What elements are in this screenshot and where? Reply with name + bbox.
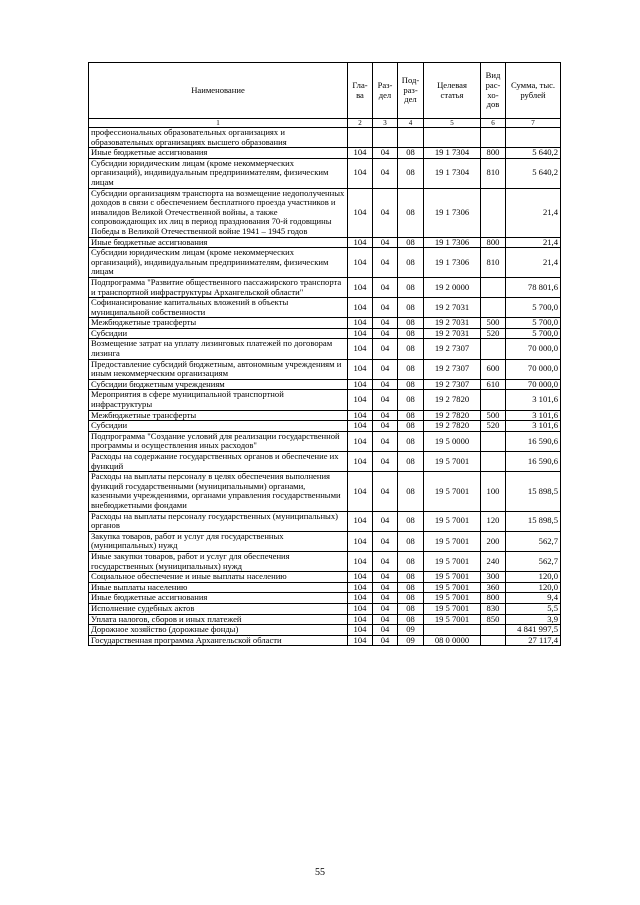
row-target-article: 19 2 7031 bbox=[424, 328, 481, 339]
row-podrazdel: 08 bbox=[398, 531, 424, 551]
table-row bbox=[89, 593, 561, 604]
row-sum: 15 898,5 bbox=[506, 511, 561, 531]
row-glava: 104 bbox=[348, 318, 373, 329]
row-glava: 104 bbox=[348, 237, 373, 248]
table-row bbox=[89, 472, 561, 511]
row-razdel: 04 bbox=[373, 511, 398, 531]
row-name: Подпрограмма "Развитие общественного пассажирского транспорта и транспортной инфраструктуры Архангельской области" bbox=[89, 277, 348, 297]
table-row bbox=[89, 237, 561, 248]
row-name: Иные бюджетные ассигнования bbox=[89, 237, 348, 248]
row-target-article: 19 2 7820 bbox=[424, 421, 481, 432]
row-name: Иные закупки товаров, работ и услуг для обеспечения государственных (муниципальных) нужд bbox=[89, 551, 348, 571]
row-sum: 70 000,0 bbox=[506, 379, 561, 390]
row-sum: 3,9 bbox=[506, 614, 561, 625]
row-name: Социальное обеспечение и иные выплаты населению bbox=[89, 572, 348, 583]
row-name: Субсидии bbox=[89, 328, 348, 339]
row-target-article: 19 2 7307 bbox=[424, 359, 481, 379]
table-row bbox=[89, 614, 561, 625]
row-name: Субсидии юридическим лицам (кроме некоммерческих организаций), индивидуальным предпринимателям, физическим лицам bbox=[89, 158, 348, 188]
table-row bbox=[89, 635, 561, 646]
row-glava: 104 bbox=[348, 593, 373, 604]
row-razdel: 04 bbox=[373, 148, 398, 159]
row-expense-type bbox=[481, 339, 506, 359]
row-razdel: 04 bbox=[373, 472, 398, 511]
row-razdel: 04 bbox=[373, 614, 398, 625]
row-expense-type: 830 bbox=[481, 603, 506, 614]
row-name: Подпрограмма "Создание условий для реализации государственной программы и осуществления иных расходов" bbox=[89, 431, 348, 451]
row-expense-type: 520 bbox=[481, 421, 506, 432]
row-expense-type: 300 bbox=[481, 572, 506, 583]
table-row bbox=[89, 582, 561, 593]
row-glava: 104 bbox=[348, 531, 373, 551]
row-sum bbox=[506, 128, 561, 148]
row-name: Субсидии юридическим лицам (кроме некоммерческих организаций), индивидуальным предпринимателям, физическим лицам bbox=[89, 248, 348, 278]
header-razdel: Раз-дел bbox=[373, 63, 398, 119]
header-sum: Сумма, тыс. рублей bbox=[506, 63, 561, 119]
row-expense-type: 500 bbox=[481, 410, 506, 421]
row-target-article: 19 1 7306 bbox=[424, 237, 481, 248]
row-glava: 104 bbox=[348, 158, 373, 188]
row-razdel: 04 bbox=[373, 551, 398, 571]
row-sum: 5,5 bbox=[506, 603, 561, 614]
row-podrazdel: 08 bbox=[398, 359, 424, 379]
row-expense-type: 800 bbox=[481, 148, 506, 159]
row-razdel: 04 bbox=[373, 237, 398, 248]
row-sum: 21,4 bbox=[506, 237, 561, 248]
row-name: Расходы на выплаты персоналу в целях обеспечения выполнения функций государственными (муниципальными) органами, казенными учреждениями, органами управления государственными внебюджетными фондами bbox=[89, 472, 348, 511]
column-number-row bbox=[89, 119, 561, 128]
row-podrazdel: 08 bbox=[398, 431, 424, 451]
row-sum: 3 101,6 bbox=[506, 421, 561, 432]
column-number: 1 bbox=[89, 119, 348, 128]
row-razdel: 04 bbox=[373, 572, 398, 583]
row-podrazdel: 08 bbox=[398, 277, 424, 297]
row-expense-type bbox=[481, 188, 506, 237]
row-name: Расходы на выплаты персоналу государственных (муниципальных) органов bbox=[89, 511, 348, 531]
row-name: Возмещение затрат на уплату лизинговых платежей по договорам лизинга bbox=[89, 339, 348, 359]
row-glava: 104 bbox=[348, 390, 373, 410]
row-razdel: 04 bbox=[373, 410, 398, 421]
row-sum: 27 117,4 bbox=[506, 635, 561, 646]
row-sum: 21,4 bbox=[506, 188, 561, 237]
row-glava: 104 bbox=[348, 339, 373, 359]
row-sum: 562,7 bbox=[506, 551, 561, 571]
row-sum: 5 640,2 bbox=[506, 158, 561, 188]
row-sum: 120,0 bbox=[506, 572, 561, 583]
row-podrazdel: 08 bbox=[398, 318, 424, 329]
row-name: Исполнение судебных актов bbox=[89, 603, 348, 614]
row-name: Уплата налогов, сборов и иных платежей bbox=[89, 614, 348, 625]
column-number: 2 bbox=[348, 119, 373, 128]
row-glava: 104 bbox=[348, 511, 373, 531]
row-name: Расходы на содержание государственных органов и обеспечение их функций bbox=[89, 452, 348, 472]
row-razdel: 04 bbox=[373, 359, 398, 379]
row-sum: 21,4 bbox=[506, 248, 561, 278]
table-row bbox=[89, 277, 561, 297]
row-sum: 9,4 bbox=[506, 593, 561, 604]
table-body bbox=[89, 128, 561, 646]
row-razdel: 04 bbox=[373, 421, 398, 432]
row-razdel bbox=[373, 128, 398, 148]
row-name: Предоставление субсидий бюджетным, автономным учреждениям и иным некоммерческим организациям bbox=[89, 359, 348, 379]
row-name: Иные выплаты населению bbox=[89, 582, 348, 593]
table-row bbox=[89, 551, 561, 571]
row-razdel: 04 bbox=[373, 318, 398, 329]
row-sum: 16 590,6 bbox=[506, 452, 561, 472]
row-glava: 104 bbox=[348, 452, 373, 472]
row-expense-type bbox=[481, 625, 506, 636]
row-target-article: 19 2 7031 bbox=[424, 298, 481, 318]
row-expense-type bbox=[481, 298, 506, 318]
column-number: 7 bbox=[506, 119, 561, 128]
row-expense-type: 800 bbox=[481, 237, 506, 248]
row-target-article: 19 5 7001 bbox=[424, 582, 481, 593]
row-podrazdel: 08 bbox=[398, 572, 424, 583]
row-expense-type: 810 bbox=[481, 158, 506, 188]
row-glava: 104 bbox=[348, 431, 373, 451]
row-razdel: 04 bbox=[373, 593, 398, 604]
table-row bbox=[89, 128, 561, 148]
budget-table bbox=[88, 62, 561, 646]
table-row bbox=[89, 511, 561, 531]
row-target-article: 19 5 7001 bbox=[424, 614, 481, 625]
row-target-article: 19 5 7001 bbox=[424, 551, 481, 571]
row-target-article: 19 2 7307 bbox=[424, 339, 481, 359]
row-name: Закупка товаров, работ и услуг для государственных (муниципальных) нужд bbox=[89, 531, 348, 551]
row-podrazdel: 08 bbox=[398, 298, 424, 318]
row-glava: 104 bbox=[348, 298, 373, 318]
row-glava: 104 bbox=[348, 614, 373, 625]
row-name: Иные бюджетные ассигнования bbox=[89, 593, 348, 604]
table-row bbox=[89, 188, 561, 237]
row-sum: 4 841 997,5 bbox=[506, 625, 561, 636]
row-razdel: 04 bbox=[373, 248, 398, 278]
header-glava: Гла-ва bbox=[348, 63, 373, 119]
header-name: Наименование bbox=[89, 63, 348, 119]
row-name: Межбюджетные трансферты bbox=[89, 410, 348, 421]
row-podrazdel: 08 bbox=[398, 511, 424, 531]
row-podrazdel: 08 bbox=[398, 551, 424, 571]
row-podrazdel: 08 bbox=[398, 472, 424, 511]
row-razdel: 04 bbox=[373, 158, 398, 188]
row-razdel: 04 bbox=[373, 603, 398, 614]
row-target-article: 19 2 7820 bbox=[424, 390, 481, 410]
row-glava: 104 bbox=[348, 551, 373, 571]
row-podrazdel: 08 bbox=[398, 614, 424, 625]
row-glava: 104 bbox=[348, 188, 373, 237]
row-expense-type bbox=[481, 431, 506, 451]
table-row bbox=[89, 379, 561, 390]
row-target-article bbox=[424, 625, 481, 636]
row-razdel: 04 bbox=[373, 390, 398, 410]
table-row bbox=[89, 298, 561, 318]
row-name: Межбюджетные трансферты bbox=[89, 318, 348, 329]
row-glava: 104 bbox=[348, 635, 373, 646]
row-expense-type: 100 bbox=[481, 472, 506, 511]
row-target-article: 19 5 7001 bbox=[424, 472, 481, 511]
row-name: Субсидии организациям транспорта на возмещение недополученных доходов в связи с обеспечением бесплатного проезда участников и инвалидов Великой Отечественной войны, а также сопровождающих их лиц в период празднования 70-й годовщины Победы в Великой Отечественной войне 1941 – 1945 годов bbox=[89, 188, 348, 237]
row-sum: 3 101,6 bbox=[506, 390, 561, 410]
row-podrazdel: 08 bbox=[398, 582, 424, 593]
header-target-article: Целевая статья bbox=[424, 63, 481, 119]
page-number: 55 bbox=[315, 867, 325, 878]
row-target-article: 19 1 7306 bbox=[424, 188, 481, 237]
table-row bbox=[89, 431, 561, 451]
column-number: 5 bbox=[424, 119, 481, 128]
table-row bbox=[89, 452, 561, 472]
table-row bbox=[89, 158, 561, 188]
row-expense-type: 610 bbox=[481, 379, 506, 390]
table-row bbox=[89, 148, 561, 159]
table-row bbox=[89, 328, 561, 339]
row-sum: 5 700,0 bbox=[506, 328, 561, 339]
row-expense-type: 600 bbox=[481, 359, 506, 379]
row-target-article: 19 2 7307 bbox=[424, 379, 481, 390]
row-glava: 104 bbox=[348, 379, 373, 390]
row-expense-type: 360 bbox=[481, 582, 506, 593]
row-sum: 562,7 bbox=[506, 531, 561, 551]
row-target-article: 19 1 7304 bbox=[424, 148, 481, 159]
row-name: профессиональных образовательных организациях и образовательных организациях высшего образования bbox=[89, 128, 348, 148]
row-target-article: 19 1 7306 bbox=[424, 248, 481, 278]
row-glava: 104 bbox=[348, 359, 373, 379]
column-number: 4 bbox=[398, 119, 424, 128]
row-expense-type: 240 bbox=[481, 551, 506, 571]
row-podrazdel: 08 bbox=[398, 603, 424, 614]
row-expense-type: 850 bbox=[481, 614, 506, 625]
row-podrazdel: 08 bbox=[398, 339, 424, 359]
row-podrazdel: 08 bbox=[398, 410, 424, 421]
row-target-article: 19 5 7001 bbox=[424, 572, 481, 583]
row-razdel: 04 bbox=[373, 431, 398, 451]
row-podrazdel: 08 bbox=[398, 593, 424, 604]
row-podrazdel: 09 bbox=[398, 625, 424, 636]
row-name: Субсидии bbox=[89, 421, 348, 432]
row-glava: 104 bbox=[348, 625, 373, 636]
row-sum: 3 101,6 bbox=[506, 410, 561, 421]
row-sum: 5 640,2 bbox=[506, 148, 561, 159]
row-razdel: 04 bbox=[373, 277, 398, 297]
row-podrazdel: 08 bbox=[398, 390, 424, 410]
row-name: Софинансирование капитальных вложений в объекты муниципальной собственности bbox=[89, 298, 348, 318]
row-expense-type: 520 bbox=[481, 328, 506, 339]
table-row bbox=[89, 421, 561, 432]
row-razdel: 04 bbox=[373, 625, 398, 636]
row-target-article: 19 1 7304 bbox=[424, 158, 481, 188]
row-razdel: 04 bbox=[373, 339, 398, 359]
row-target-article: 19 5 7001 bbox=[424, 511, 481, 531]
column-number: 6 bbox=[481, 119, 506, 128]
row-name: Иные бюджетные ассигнования bbox=[89, 148, 348, 159]
row-name: Государственная программа Архангельской области bbox=[89, 635, 348, 646]
row-name: Мероприятия в сфере муниципальной транспортной инфраструктуры bbox=[89, 390, 348, 410]
row-podrazdel: 08 bbox=[398, 188, 424, 237]
row-target-article: 19 5 7001 bbox=[424, 603, 481, 614]
row-target-article: 19 5 7001 bbox=[424, 531, 481, 551]
table-row bbox=[89, 410, 561, 421]
row-expense-type: 500 bbox=[481, 318, 506, 329]
row-sum: 70 000,0 bbox=[506, 339, 561, 359]
table-row bbox=[89, 390, 561, 410]
row-expense-type bbox=[481, 390, 506, 410]
row-target-article: 19 5 7001 bbox=[424, 593, 481, 604]
row-podrazdel: 08 bbox=[398, 148, 424, 159]
row-sum: 78 801,6 bbox=[506, 277, 561, 297]
row-name: Дорожное хозяйство (дорожные фонды) bbox=[89, 625, 348, 636]
row-target-article: 19 2 7820 bbox=[424, 410, 481, 421]
row-podrazdel: 08 bbox=[398, 248, 424, 278]
row-razdel: 04 bbox=[373, 328, 398, 339]
row-expense-type: 120 bbox=[481, 511, 506, 531]
row-expense-type: 810 bbox=[481, 248, 506, 278]
row-sum: 120,0 bbox=[506, 582, 561, 593]
table-header bbox=[89, 63, 561, 128]
row-podrazdel: 08 bbox=[398, 421, 424, 432]
row-podrazdel: 08 bbox=[398, 328, 424, 339]
table-row bbox=[89, 531, 561, 551]
row-glava: 104 bbox=[348, 328, 373, 339]
row-razdel: 04 bbox=[373, 379, 398, 390]
row-podrazdel: 08 bbox=[398, 237, 424, 248]
row-podrazdel: 08 bbox=[398, 452, 424, 472]
row-target-article: 19 2 7031 bbox=[424, 318, 481, 329]
row-sum: 70 000,0 bbox=[506, 359, 561, 379]
row-glava: 104 bbox=[348, 410, 373, 421]
row-glava: 104 bbox=[348, 248, 373, 278]
row-target-article: 19 2 0000 bbox=[424, 277, 481, 297]
table-row bbox=[89, 572, 561, 583]
row-glava: 104 bbox=[348, 472, 373, 511]
row-razdel: 04 bbox=[373, 635, 398, 646]
row-target-article bbox=[424, 128, 481, 148]
row-sum: 15 898,5 bbox=[506, 472, 561, 511]
table-row bbox=[89, 359, 561, 379]
header-expense-type: Вид рас-хо-дов bbox=[481, 63, 506, 119]
row-podrazdel: 08 bbox=[398, 379, 424, 390]
row-razdel: 04 bbox=[373, 188, 398, 237]
row-razdel: 04 bbox=[373, 452, 398, 472]
row-sum: 16 590,6 bbox=[506, 431, 561, 451]
row-target-article: 19 5 7001 bbox=[424, 452, 481, 472]
row-glava: 104 bbox=[348, 421, 373, 432]
row-expense-type: 200 bbox=[481, 531, 506, 551]
row-expense-type bbox=[481, 635, 506, 646]
row-target-article: 19 5 0000 bbox=[424, 431, 481, 451]
row-name: Субсидии бюджетным учреждениям bbox=[89, 379, 348, 390]
row-glava: 104 bbox=[348, 572, 373, 583]
row-expense-type: 800 bbox=[481, 593, 506, 604]
row-expense-type bbox=[481, 277, 506, 297]
row-podrazdel bbox=[398, 128, 424, 148]
header-row bbox=[89, 63, 561, 119]
row-podrazdel: 09 bbox=[398, 635, 424, 646]
row-glava: 104 bbox=[348, 603, 373, 614]
table-row bbox=[89, 625, 561, 636]
row-sum: 5 700,0 bbox=[506, 298, 561, 318]
row-expense-type bbox=[481, 128, 506, 148]
row-expense-type bbox=[481, 452, 506, 472]
row-glava: 104 bbox=[348, 148, 373, 159]
table-row bbox=[89, 318, 561, 329]
table-row bbox=[89, 603, 561, 614]
column-number: 3 bbox=[373, 119, 398, 128]
row-razdel: 04 bbox=[373, 582, 398, 593]
row-glava bbox=[348, 128, 373, 148]
row-sum: 5 700,0 bbox=[506, 318, 561, 329]
row-target-article: 08 0 0000 bbox=[424, 635, 481, 646]
table-row bbox=[89, 248, 561, 278]
row-podrazdel: 08 bbox=[398, 158, 424, 188]
header-podrazdel: Под-раз-дел bbox=[398, 63, 424, 119]
table-row bbox=[89, 339, 561, 359]
row-razdel: 04 bbox=[373, 531, 398, 551]
row-glava: 104 bbox=[348, 277, 373, 297]
row-razdel: 04 bbox=[373, 298, 398, 318]
row-glava: 104 bbox=[348, 582, 373, 593]
